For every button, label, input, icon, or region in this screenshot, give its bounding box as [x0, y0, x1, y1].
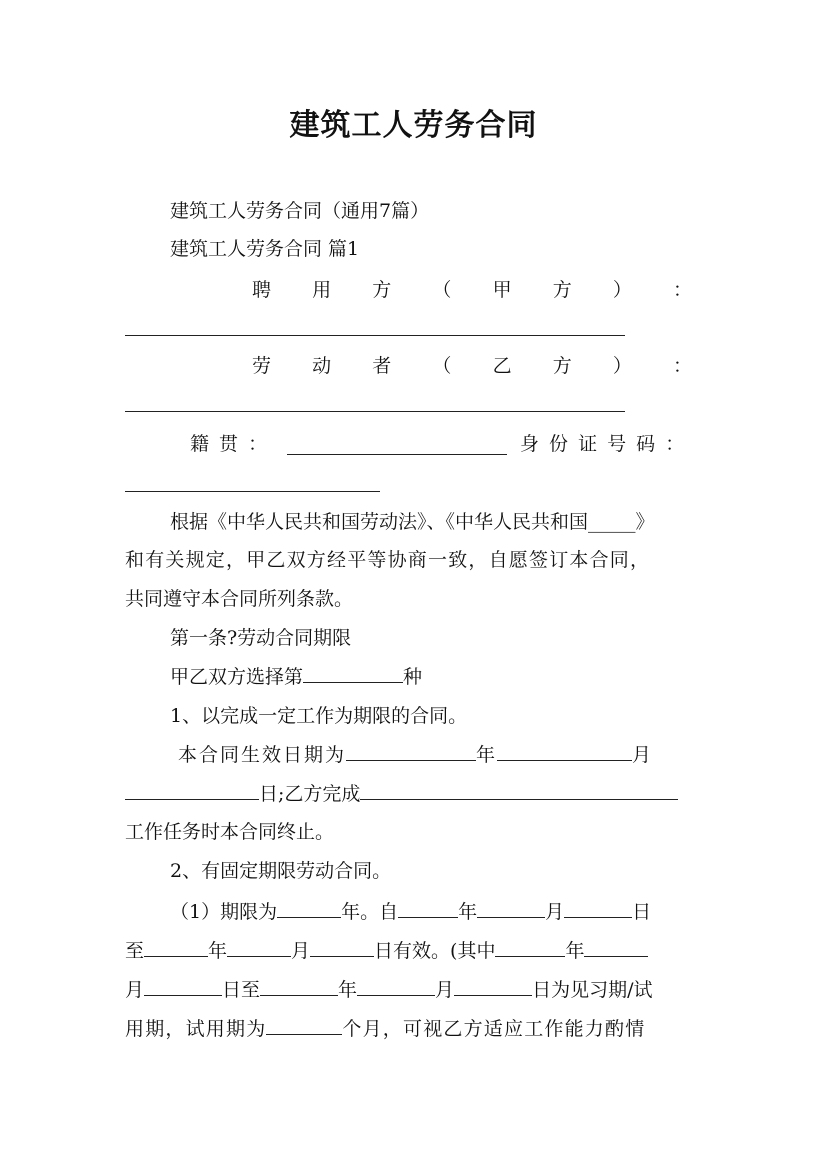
term-line-3: 月 日至 年 月 日为见习期/试 [125, 975, 652, 1004]
id-number-blank-line [125, 491, 380, 492]
effective-date-line: 本合同生效日期为 年 月 [178, 740, 653, 769]
section-heading: 建筑工人劳务合同 篇1 [170, 238, 360, 260]
item-1: 1、以完成一定工作为期限的合同。 [170, 705, 468, 727]
term-line-1: （1）期限为 年。自 年 月 日 [170, 897, 651, 926]
paragraph-1-line-1: 根据《中华人民共和国劳动法》、《中华人民共和国_____》 [170, 511, 655, 533]
id-number-label: 身 份 证 号 码 ： [520, 433, 687, 455]
term-line-2: 至 年 月 日有效。(其中 年 [125, 936, 648, 965]
document-title: 建筑工人劳务合同 [289, 108, 538, 143]
origin-label: 籍 贯 ： [190, 433, 270, 455]
paragraph-1-line-2: 和有关规定，甲乙双方经平等协商一致，自愿签订本合同， [125, 549, 651, 571]
employer-blank-line [125, 335, 625, 336]
worker-label: 劳 动 者 （ 乙 方 ） ： [252, 355, 692, 377]
employer-label: 聘 用 方 （ 甲 方 ） ： [252, 279, 692, 301]
choose-type-line: 甲乙双方选择第 种 [170, 662, 422, 691]
origin-blank-line [287, 454, 507, 455]
article-1-heading: 第一条?劳动合同期限 [170, 627, 352, 649]
item-2: 2、有固定期限劳动合同。 [170, 860, 392, 882]
finish-work-line: 日;乙方完成 [125, 779, 678, 808]
termination-line: 工作任务时本合同终止。 [125, 821, 335, 843]
term-line-4: 用期，试用期为 个月，可视乙方适应工作能力酌情 [125, 1014, 645, 1043]
document-subtitle: 建筑工人劳务合同（通用7篇） [170, 200, 430, 222]
worker-blank-line [125, 411, 625, 412]
paragraph-1-line-3: 共同遵守本合同所列条款。 [125, 588, 354, 610]
